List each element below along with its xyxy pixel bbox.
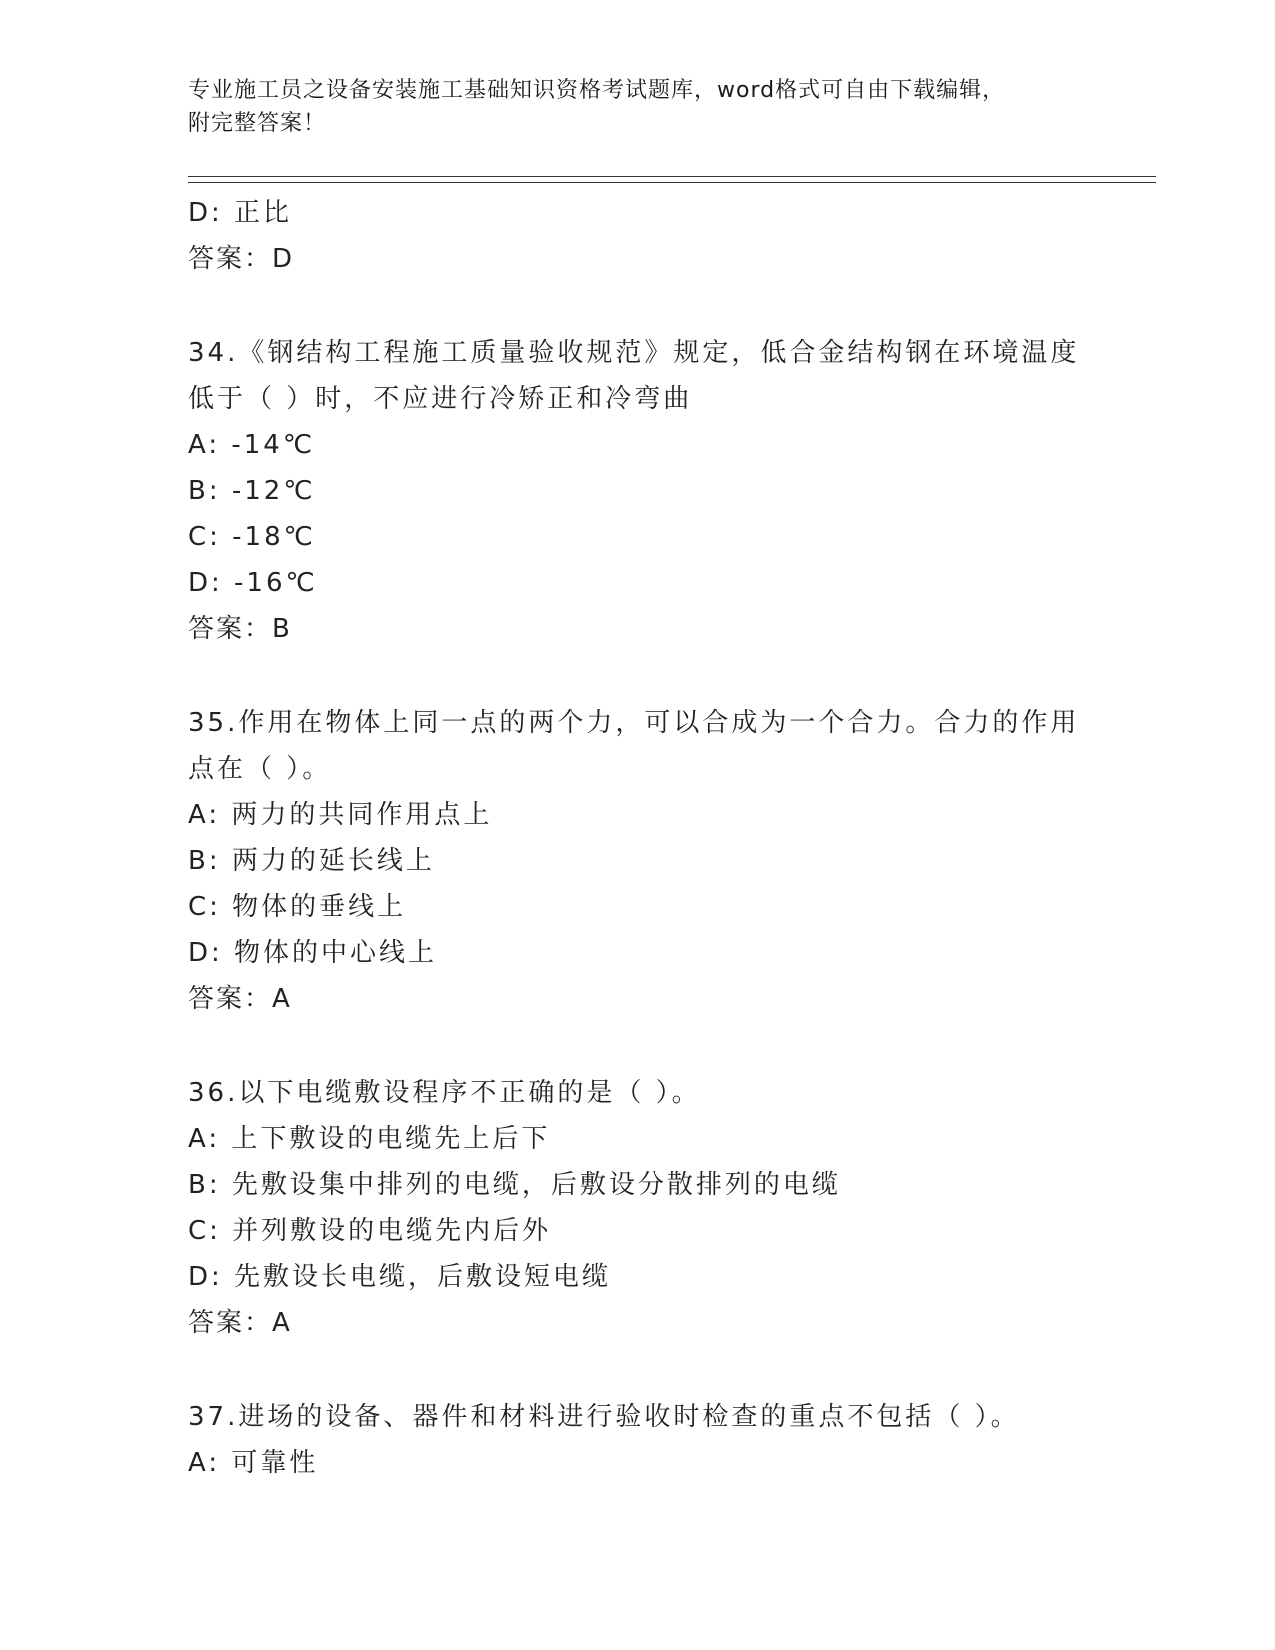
question-37	[188, 1394, 1148, 1486]
option-b: B: 先敷设集中排列的电缆，后敷设分散排列的电缆	[188, 1170, 841, 1200]
answer: 答案：A	[188, 1308, 292, 1338]
header-line-2: 附完整答案！	[188, 111, 327, 136]
question-35	[188, 700, 1148, 1022]
option-b: B: 两力的延长线上	[188, 846, 435, 876]
question-text: 35.作用在物体上同一点的两个力，可以合成为一个合力。合力的作用 点在（ ）。	[188, 708, 1080, 784]
prev-answer: 答案：D	[188, 244, 295, 274]
prev-option-d: D: 正比	[188, 198, 293, 228]
option-a: A: 上下敷设的电缆先上后下	[188, 1124, 551, 1154]
header-line-1: 专业施工员之设备安装施工基础知识资格考试题库，word格式可自由下载编辑，	[188, 78, 1006, 103]
spacer	[188, 1346, 1148, 1394]
option-a: A: 可靠性	[188, 1448, 319, 1478]
question-text: 37.进场的设备、器件和材料进行验收时检查的重点不包括（ ）。	[188, 1402, 1020, 1432]
spacer	[188, 1022, 1148, 1070]
question-text: 34.《钢结构工程施工质量验收规范》规定，低合金结构钢在环境温度 低于（ ）时，不应进行冷矫正和冷弯曲	[188, 338, 1080, 414]
option-b: B: -12℃	[188, 476, 316, 506]
header-divider-bottom	[188, 182, 1156, 183]
option-c: C: 物体的垂线上	[188, 892, 407, 922]
option-c: C: 并列敷设的电缆先内后外	[188, 1216, 552, 1246]
document-header	[188, 74, 1088, 140]
option-d: D: 先敷设长电缆，后敷设短电缆	[188, 1262, 612, 1292]
answer: 答案：B	[188, 614, 292, 644]
question-text: 36.以下电缆敷设程序不正确的是（ ）。	[188, 1078, 701, 1108]
spacer	[188, 652, 1148, 700]
option-a: A: -14℃	[188, 430, 316, 460]
option-d: D: 物体的中心线上	[188, 938, 438, 968]
option-a: A: 两力的共同作用点上	[188, 800, 493, 830]
question-list	[188, 190, 1148, 1486]
option-c: C: -18℃	[188, 522, 316, 552]
option-d: D: -16℃	[188, 568, 318, 598]
header-divider-top	[188, 176, 1156, 177]
answer: 答案：A	[188, 984, 292, 1014]
spacer	[188, 282, 1148, 330]
question-36	[188, 1070, 1148, 1346]
question-34	[188, 330, 1148, 652]
